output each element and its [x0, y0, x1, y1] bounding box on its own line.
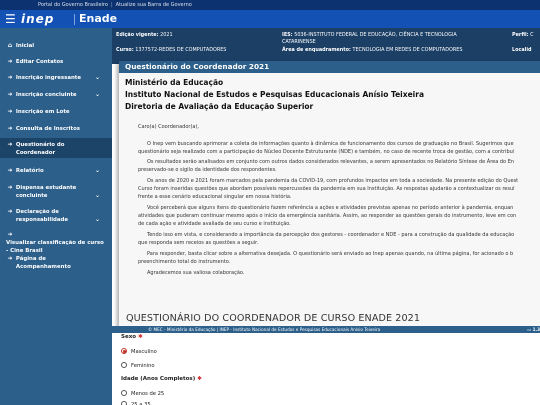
- modal-header: Questionário do Coordenador 2021: [119, 61, 540, 73]
- sidebar-item-label: Inscrição ingressante: [15, 75, 82, 81]
- sidebar-item-inicial[interactable]: [0, 42, 112, 50]
- hamburger-menu-icon[interactable]: ☰: [5, 12, 16, 26]
- footer-text: © MEC - Ministério da Educação | INEP - Instituto Nacional de Estudos e Pesquisas Educacionais Anísio Teixeira: [148, 327, 381, 332]
- arrow-circle-icon: ➜: [7, 108, 13, 115]
- sidebar-item-label: Visualizar classificação de curso - Cine Brasil: [6, 240, 104, 254]
- option-25-35[interactable]: 25 a 35: [121, 401, 151, 405]
- paragraph-text: O Inep vem buscando aprimorar a coleta de informações quanto à dinâmica de funcionamento dos cursos de graduação no Brasil. Sugerimos que: [147, 141, 514, 147]
- sidebar-item-label: Consulta de Inscritos: [15, 126, 81, 132]
- gov-portal-link[interactable]: Portal do Governo Brasileiro: [38, 2, 108, 8]
- questionnaire-modal: [119, 61, 540, 326]
- curso-info: Curso: 1377572-REDES DE COMPUTADORES: [116, 47, 227, 53]
- paragraph-text: preenchimento total do instrumento.: [138, 259, 231, 265]
- arrow-circle-icon: ➜: [7, 74, 13, 81]
- arrow-circle-icon: ➜: [7, 167, 13, 174]
- paragraph-text: Tendo isso em vista, e considerando a importância da percepção dos gestores - coordenador e NDE - para a construção da qualidade da educação: [147, 232, 515, 238]
- chevron-down-icon: ⌄: [94, 167, 100, 174]
- sidebar-item-declaracao-responsabilidade[interactable]: [0, 208, 112, 224]
- arrow-circle-icon: ➜: [7, 208, 13, 215]
- paragraph-text: Para responder, basta clicar sobre a alternativa desejada. O questionário será enviado ao Inep apenas quando, na última página, for acionado o b: [147, 251, 514, 257]
- paragraph-text: que responda sem receios as questões a seguir.: [138, 240, 259, 246]
- sidebar-item-relatorio[interactable]: [0, 167, 112, 175]
- sidebar-item-label: Inicial: [15, 43, 35, 49]
- ies-info: IES: 5036-INSTITUTO FEDERAL DE EDUCAÇÃO, CIÊNCIA E TECNOLOGIA: [282, 32, 457, 38]
- sidebar-item-editar-contatos[interactable]: [0, 58, 112, 66]
- option-feminino[interactable]: Feminino: [121, 362, 155, 369]
- sidebar-item-label: Relatório: [15, 168, 44, 174]
- sidebar-item-pagina-acompanhamento[interactable]: [0, 255, 112, 271]
- radio-selected-icon[interactable]: [121, 348, 127, 354]
- sidebar-item-consulta-inscritos[interactable]: [0, 125, 112, 133]
- government-bar: Portal do Governo Brasileiro | Atualize sua Barra de Governo: [0, 0, 540, 10]
- required-icon: ✱: [137, 334, 143, 340]
- sidebar-item-label: Dispensa estudante concluinte: [15, 185, 77, 199]
- paragraph-text: atividades que puderam continuar mesmo após o início da emergência sanitária. Assim, ao responder as questões gerais do instrumento, leve em con: [138, 213, 517, 219]
- page-footer: [112, 326, 540, 333]
- paragraph-text: questionário seja realizado com a participação do Núcleo Docente Estruturante (NDE) e também, no caso de recente troca de gestão, com a contribui: [138, 149, 515, 155]
- sidebar-item-label: Página de Acompanhamento: [15, 256, 71, 270]
- paragraph-text: Curso foram inseridas questões que abordam possíveis repercussões da pandemia em sua Instituição. As respostas ajudarão a contextualizar os resul: [138, 186, 515, 192]
- arrow-circle-icon: ➜: [7, 184, 13, 191]
- perfil-info: Perfil: C: [512, 32, 534, 38]
- sidebar-item-label: Inscrição em Lote: [15, 109, 70, 115]
- sidebar-item-label: Inscrição concluinte: [15, 92, 77, 98]
- home-icon: ⌂: [7, 42, 13, 49]
- question-idade: Idade (Anos Completos) ✱: [121, 376, 202, 382]
- org-diretoria: Diretoria de Avaliação da Educação Superior: [125, 102, 314, 111]
- arrow-circle-icon: ➜: [7, 125, 13, 132]
- logo-divider: [74, 14, 75, 25]
- chevron-down-icon: ⌄: [94, 216, 100, 223]
- sidebar: [0, 28, 112, 405]
- question-sexo: Sexo ✱: [121, 334, 143, 340]
- radio-icon[interactable]: [121, 390, 127, 396]
- version-label: ▭ 1.3: [527, 327, 540, 332]
- paragraph-text: frente a esse cenário educacional singular em nossa história.: [138, 194, 292, 200]
- gov-update-link[interactable]: Atualize sua Barra de Governo: [115, 2, 192, 8]
- paragraph-text: preservado-se o sigilo da identidade dos respondentes.: [138, 167, 277, 173]
- thanks-text: Agradecemos sua valiosa colaboração.: [147, 270, 245, 276]
- sidebar-item-label: Declaração de responsabilidade: [15, 209, 69, 223]
- sidebar-item-dispensa-estudante[interactable]: [0, 184, 112, 200]
- edicao-info: Edição vigente: 2021: [116, 32, 173, 38]
- sidebar-item-questionario-coordenador[interactable]: [0, 138, 112, 158]
- questionnaire-title: QUESTIONÁRIO DO COORDENADOR DE CURSO ENADE 2021: [126, 313, 421, 324]
- sidebar-item-inscricao-concluinte[interactable]: [0, 91, 112, 99]
- sidebar-item-label: Editar Contatos: [15, 59, 64, 65]
- sidebar-item-inscricao-ingressante[interactable]: [0, 74, 112, 82]
- option-menos-25[interactable]: Menos de 25: [121, 390, 164, 397]
- arrow-circle-icon: ➜: [7, 58, 13, 65]
- required-icon: ✱: [197, 376, 202, 382]
- radio-icon[interactable]: [121, 401, 127, 405]
- chevron-down-icon: ⌄: [94, 74, 100, 81]
- sidebar-item-inscricao-lote[interactable]: [0, 108, 112, 116]
- paragraph-text: Os anos de 2020 e 2021 foram marcados pela pandemia da COVID-19, com profundos impactos em toda a sociedade. Na presente edição do Quest: [147, 178, 519, 184]
- radio-icon[interactable]: [121, 362, 127, 368]
- sidebar-item-visualizar-classificacao[interactable]: [0, 231, 112, 255]
- localidade-info: Localid: [512, 47, 532, 53]
- paragraph-text: de cada ação e atividade avaliada de seu curso e instituição.: [138, 221, 291, 227]
- app-title: Enade: [79, 12, 118, 25]
- paragraph-text: Os resultados serão analisados em conjunto com outros dados considerados relevantes, a serem apresentados no Relatório Síntese de Área do En: [147, 159, 515, 165]
- org-ministerio: Ministério da Educação: [125, 78, 224, 87]
- chevron-down-icon: ⌄: [94, 192, 100, 199]
- arrow-circle-icon: ➜: [7, 141, 13, 148]
- ies-info-cont: CATARINENSE: [282, 39, 316, 45]
- top-bar: [0, 10, 540, 28]
- greeting-text: Caro(a) Coordenador(a),: [138, 124, 200, 130]
- course-info-bar: [112, 28, 540, 64]
- arrow-circle-icon: ➜: [7, 91, 13, 98]
- chevron-down-icon: ⌄: [94, 91, 100, 98]
- arrow-circle-icon: ➜: [7, 231, 13, 238]
- paragraph-text: Você perceberá que alguns itens do questionário fazem referência a ações e atividades previstas apenas no período anterior à pandemia, enquan: [147, 205, 514, 211]
- org-inep: Instituto Nacional de Estudos e Pesquisas Educacionais Anísio Teixeira: [125, 90, 425, 99]
- area-info: Área de enquadramento: TECNOLOGIA EM REDES DE COMPUTADORES: [282, 47, 463, 53]
- arrow-circle-icon: ➜: [7, 255, 13, 262]
- sidebar-item-label: Questionário do Coordenador: [15, 142, 65, 156]
- inep-logo[interactable]: inep: [21, 12, 55, 26]
- option-masculino[interactable]: Masculino: [121, 348, 157, 355]
